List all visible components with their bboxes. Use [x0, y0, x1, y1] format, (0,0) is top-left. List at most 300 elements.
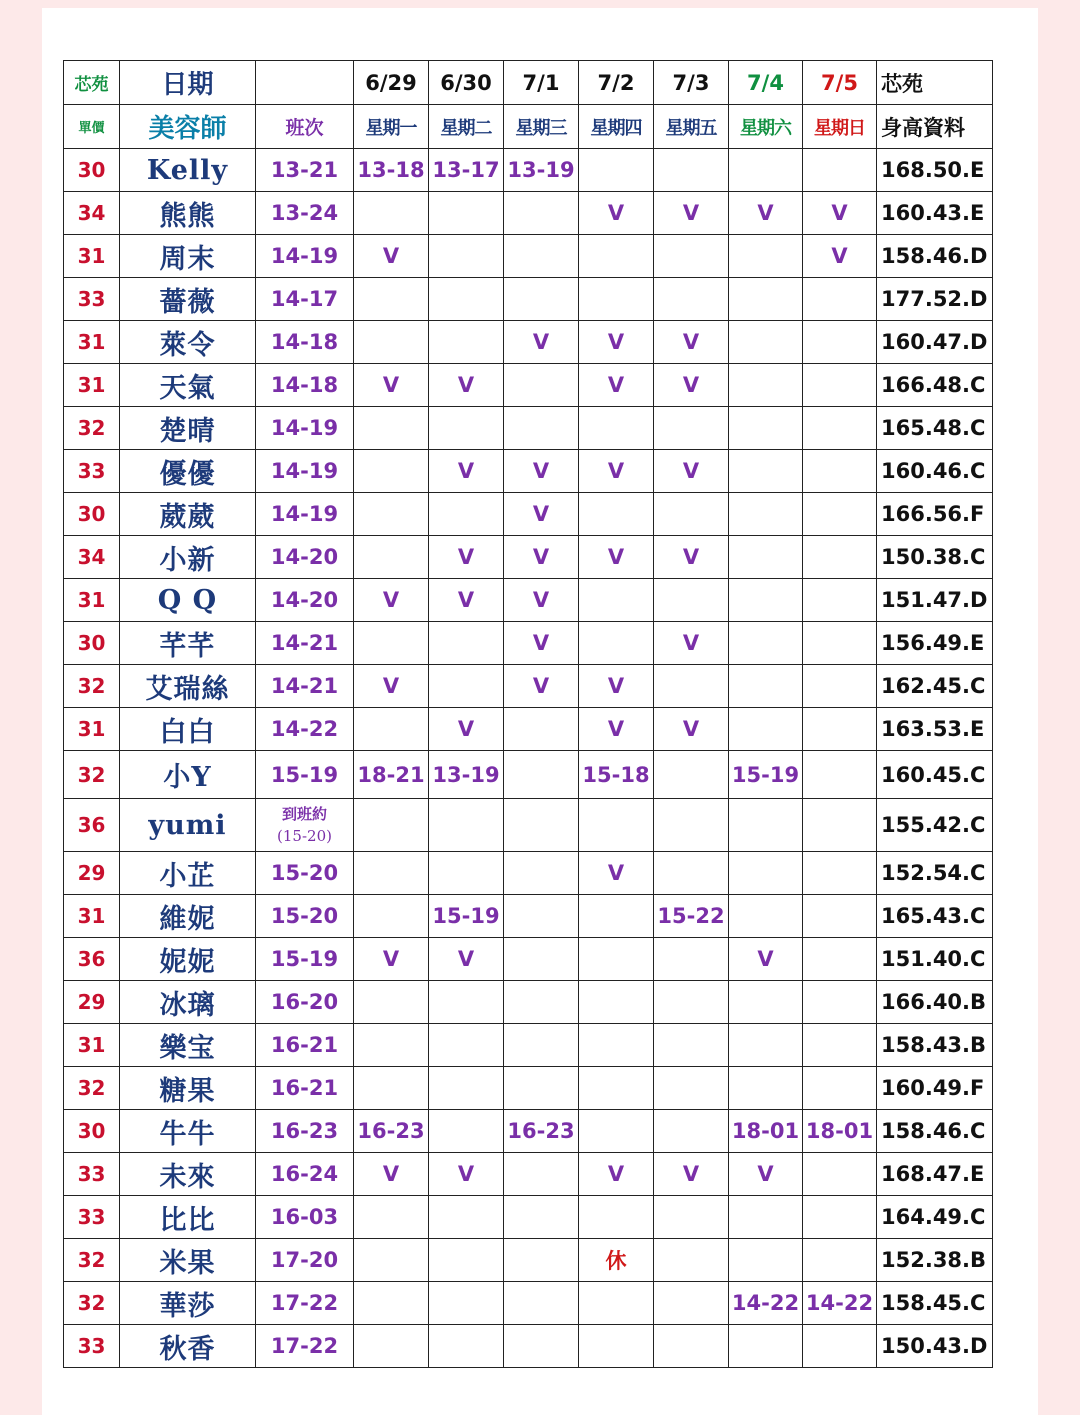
header-weekday-cell	[429, 105, 504, 149]
stylist-name: 優優	[120, 450, 256, 493]
day-cell	[429, 1196, 504, 1239]
day-cell	[803, 938, 877, 981]
day-cell	[579, 1325, 654, 1368]
height-label: 身高資料	[881, 114, 965, 140]
stylist-label: 美容師	[148, 114, 227, 144]
table-row	[64, 149, 993, 192]
table-row	[64, 1196, 993, 1239]
day-cell	[729, 1196, 803, 1239]
header-price-label	[64, 105, 120, 149]
day-cell	[729, 895, 803, 938]
day-cell	[429, 192, 504, 235]
date-text: 7/5	[821, 70, 858, 95]
height-cell: 158.46.D	[877, 235, 993, 278]
day-cell: V	[354, 364, 429, 407]
stylist-name: 小新	[120, 536, 256, 579]
table-row	[64, 665, 993, 708]
header-date-cell	[729, 61, 803, 105]
day-cell	[354, 192, 429, 235]
header-weekday-cell	[654, 105, 729, 149]
table-row	[64, 493, 993, 536]
day-cell: V	[729, 1153, 803, 1196]
stylist-name: 周末	[120, 235, 256, 278]
height-cell: 168.50.E	[877, 149, 993, 192]
stylist-name: 葳葳	[120, 493, 256, 536]
day-cell	[729, 149, 803, 192]
day-cell	[504, 708, 579, 751]
schedule-sheet	[42, 8, 1038, 1415]
header-weekday-cell	[354, 105, 429, 149]
header-stylist-label	[120, 105, 256, 149]
height-cell: 160.49.F	[877, 1067, 993, 1110]
table-row	[64, 1325, 993, 1368]
day-cell: 13-19	[429, 751, 504, 799]
day-cell	[803, 450, 877, 493]
day-cell: V	[654, 622, 729, 665]
weekday-text: 星期日	[814, 117, 865, 139]
day-cell	[803, 1067, 877, 1110]
day-cell	[504, 981, 579, 1024]
day-cell	[354, 493, 429, 536]
price-cell: 31	[64, 364, 120, 407]
shift-cell: 16-24	[256, 1153, 354, 1196]
day-cell	[803, 278, 877, 321]
day-cell	[729, 981, 803, 1024]
table-row	[64, 536, 993, 579]
table-row	[64, 364, 993, 407]
schedule-table	[63, 60, 993, 1368]
day-cell: V	[654, 1153, 729, 1196]
day-cell: V	[354, 665, 429, 708]
price-cell: 33	[64, 450, 120, 493]
stylist-name: 比比	[120, 1196, 256, 1239]
shift-cell: 15-19	[256, 938, 354, 981]
day-cell	[729, 665, 803, 708]
table-row	[64, 895, 993, 938]
price-cell: 30	[64, 493, 120, 536]
shift-cell: 14-18	[256, 321, 354, 364]
shop-label: 芯苑	[74, 75, 109, 95]
price-cell: 31	[64, 235, 120, 278]
day-cell	[354, 1067, 429, 1110]
stylist-name: 天氣	[120, 364, 256, 407]
day-cell	[429, 665, 504, 708]
day-cell	[729, 235, 803, 278]
price-cell: 30	[64, 1110, 120, 1153]
day-cell	[729, 622, 803, 665]
day-cell: V	[504, 665, 579, 708]
height-cell: 164.49.C	[877, 1196, 993, 1239]
day-cell	[504, 1153, 579, 1196]
day-cell	[654, 235, 729, 278]
shift-cell: 17-20	[256, 1239, 354, 1282]
day-cell: V	[429, 364, 504, 407]
day-cell: V	[579, 708, 654, 751]
day-cell	[429, 1024, 504, 1067]
weekday-text: 星期二	[440, 117, 492, 139]
height-cell: 151.47.D	[877, 579, 993, 622]
day-cell: V	[429, 579, 504, 622]
day-cell	[579, 1282, 654, 1325]
day-cell	[654, 751, 729, 799]
height-cell: 177.52.D	[877, 278, 993, 321]
day-cell	[354, 536, 429, 579]
stylist-name: 芊芊	[120, 622, 256, 665]
shift-cell: 15-20	[256, 895, 354, 938]
day-cell	[354, 1024, 429, 1067]
day-cell: 18-21	[354, 751, 429, 799]
shift-cell: 15-20	[256, 852, 354, 895]
day-cell: V	[654, 364, 729, 407]
day-cell	[504, 895, 579, 938]
day-cell: V	[354, 235, 429, 278]
day-cell	[729, 1325, 803, 1368]
weekday-text: 星期三	[515, 117, 567, 139]
day-cell: 15-18	[579, 751, 654, 799]
header-height-label	[877, 105, 993, 149]
shift-cell	[256, 799, 354, 852]
day-cell	[654, 149, 729, 192]
day-cell: V	[429, 938, 504, 981]
day-cell: 休	[579, 1239, 654, 1282]
day-cell	[729, 708, 803, 751]
shift-cell: 14-19	[256, 407, 354, 450]
stylist-name: 秋香	[120, 1325, 256, 1368]
day-cell	[579, 1196, 654, 1239]
day-cell	[654, 1067, 729, 1110]
shift-cell: 13-21	[256, 149, 354, 192]
day-cell	[729, 1024, 803, 1067]
day-cell	[729, 493, 803, 536]
day-cell	[354, 799, 429, 852]
weekday-text: 星期一	[365, 117, 417, 139]
day-cell: V	[504, 493, 579, 536]
height-cell: 150.43.D	[877, 1325, 993, 1368]
day-cell	[579, 799, 654, 852]
day-cell: V	[654, 708, 729, 751]
day-cell: V	[429, 536, 504, 579]
stylist-name: 糖果	[120, 1067, 256, 1110]
day-cell	[579, 938, 654, 981]
date-text: 6/30	[440, 70, 492, 95]
height-cell: 168.47.E	[877, 1153, 993, 1196]
shift-note-range: (15-20)	[277, 827, 332, 845]
day-cell: V	[504, 536, 579, 579]
shift-cell: 14-19	[256, 493, 354, 536]
price-cell: 32	[64, 751, 120, 799]
stylist-name: 冰璃	[120, 981, 256, 1024]
price-cell: 32	[64, 1282, 120, 1325]
stylist-name: 樂宝	[120, 1024, 256, 1067]
stylist-name: 小芷	[120, 852, 256, 895]
table-row	[64, 235, 993, 278]
day-cell	[354, 852, 429, 895]
day-cell	[654, 1239, 729, 1282]
date-text: 7/2	[597, 70, 635, 95]
day-cell	[803, 1239, 877, 1282]
height-cell: 156.49.E	[877, 622, 993, 665]
header-shift-label	[256, 105, 354, 149]
day-cell	[504, 1196, 579, 1239]
height-cell: 166.56.F	[877, 493, 993, 536]
table-row	[64, 1153, 993, 1196]
price-cell: 33	[64, 278, 120, 321]
shift-cell: 16-21	[256, 1024, 354, 1067]
day-cell	[654, 1282, 729, 1325]
table-row	[64, 751, 993, 799]
day-cell	[803, 1024, 877, 1067]
price-cell: 33	[64, 1325, 120, 1368]
height-cell: 166.48.C	[877, 364, 993, 407]
day-cell	[579, 1067, 654, 1110]
price-label: 單價	[78, 121, 105, 136]
price-cell: 32	[64, 1239, 120, 1282]
day-cell	[803, 536, 877, 579]
header-date-label	[120, 61, 256, 105]
day-cell: V	[429, 450, 504, 493]
date-text: 7/4	[747, 70, 784, 95]
header-weekday-cell	[579, 105, 654, 149]
day-cell	[429, 493, 504, 536]
day-cell	[803, 493, 877, 536]
price-cell: 32	[64, 1067, 120, 1110]
day-cell	[354, 708, 429, 751]
day-cell	[429, 1067, 504, 1110]
day-cell	[729, 1239, 803, 1282]
stylist-name: 妮妮	[120, 938, 256, 981]
day-cell: V	[729, 938, 803, 981]
day-cell	[354, 407, 429, 450]
height-cell: 155.42.C	[877, 799, 993, 852]
day-cell	[504, 1239, 579, 1282]
day-cell	[504, 407, 579, 450]
header-weekday-cell	[729, 105, 803, 149]
day-cell	[429, 622, 504, 665]
table-row	[64, 852, 993, 895]
stylist-name: 熊熊	[120, 192, 256, 235]
table-row	[64, 579, 993, 622]
day-cell	[803, 895, 877, 938]
stylist-name: 萊令	[120, 321, 256, 364]
price-cell: 32	[64, 665, 120, 708]
height-cell: 158.43.B	[877, 1024, 993, 1067]
table-row	[64, 799, 993, 852]
day-cell: 18-01	[803, 1110, 877, 1153]
shift-cell: 13-24	[256, 192, 354, 235]
day-cell: V	[803, 235, 877, 278]
day-cell	[354, 321, 429, 364]
day-cell	[504, 192, 579, 235]
price-cell: 32	[64, 407, 120, 450]
header-date-cell	[354, 61, 429, 105]
price-cell: 33	[64, 1153, 120, 1196]
day-cell: 16-23	[504, 1110, 579, 1153]
day-cell	[654, 799, 729, 852]
table-row	[64, 321, 993, 364]
table-row	[64, 407, 993, 450]
day-cell: V	[354, 938, 429, 981]
day-cell: 18-01	[729, 1110, 803, 1153]
day-cell	[579, 149, 654, 192]
stylist-name: 白白	[120, 708, 256, 751]
stylist-name: 小Y	[120, 751, 256, 799]
day-cell	[729, 364, 803, 407]
day-cell: V	[354, 579, 429, 622]
header-empty	[256, 61, 354, 105]
height-cell: 166.40.B	[877, 981, 993, 1024]
stylist-name: 未來	[120, 1153, 256, 1196]
day-cell	[803, 751, 877, 799]
day-cell	[579, 895, 654, 938]
price-cell: 31	[64, 708, 120, 751]
day-cell: V	[579, 321, 654, 364]
day-cell: 14-22	[729, 1282, 803, 1325]
table-row	[64, 1067, 993, 1110]
table-row	[64, 192, 993, 235]
day-cell	[729, 321, 803, 364]
day-cell	[354, 622, 429, 665]
day-cell: V	[504, 579, 579, 622]
day-cell	[504, 751, 579, 799]
height-cell: 152.38.B	[877, 1239, 993, 1282]
day-cell: V	[504, 321, 579, 364]
shift-cell: 16-03	[256, 1196, 354, 1239]
stylist-name: 維妮	[120, 895, 256, 938]
date-text: 7/1	[522, 70, 560, 95]
day-cell	[729, 450, 803, 493]
shift-cell: 15-19	[256, 751, 354, 799]
day-cell	[579, 493, 654, 536]
day-cell	[579, 981, 654, 1024]
day-cell	[803, 1153, 877, 1196]
stylist-name: 楚晴	[120, 407, 256, 450]
day-cell	[429, 278, 504, 321]
day-cell	[803, 622, 877, 665]
shift-cell: 14-20	[256, 579, 354, 622]
day-cell	[729, 407, 803, 450]
day-cell	[429, 321, 504, 364]
day-cell	[504, 1325, 579, 1368]
day-cell	[803, 708, 877, 751]
header-date-cell	[803, 61, 877, 105]
day-cell	[429, 1239, 504, 1282]
day-cell	[504, 1024, 579, 1067]
day-cell	[354, 1282, 429, 1325]
day-cell	[429, 1325, 504, 1368]
day-cell	[354, 1325, 429, 1368]
header-row-dates	[64, 61, 993, 105]
table-row	[64, 1110, 993, 1153]
day-cell	[354, 1196, 429, 1239]
day-cell	[579, 278, 654, 321]
day-cell: 13-18	[354, 149, 429, 192]
day-cell	[803, 665, 877, 708]
day-cell: 15-19	[729, 751, 803, 799]
day-cell	[803, 1196, 877, 1239]
shop-label-right: 芯苑	[881, 70, 923, 96]
shift-label: 班次	[285, 117, 324, 139]
day-cell: V	[654, 192, 729, 235]
weekday-text: 星期六	[740, 117, 791, 139]
height-cell: 160.45.C	[877, 751, 993, 799]
day-cell: V	[429, 708, 504, 751]
height-cell: 165.48.C	[877, 407, 993, 450]
height-cell: 158.46.C	[877, 1110, 993, 1153]
shift-cell: 16-20	[256, 981, 354, 1024]
day-cell	[654, 1110, 729, 1153]
date-text: 6/29	[365, 70, 417, 95]
day-cell	[579, 1024, 654, 1067]
shift-cell: 14-18	[256, 364, 354, 407]
day-cell: 15-22	[654, 895, 729, 938]
header-shop-label	[64, 61, 120, 105]
day-cell	[504, 235, 579, 278]
day-cell: V	[504, 622, 579, 665]
height-cell: 151.40.C	[877, 938, 993, 981]
day-cell: 16-23	[354, 1110, 429, 1153]
height-cell: 163.53.E	[877, 708, 993, 751]
day-cell	[803, 852, 877, 895]
price-cell: 31	[64, 579, 120, 622]
day-cell	[579, 235, 654, 278]
day-cell	[579, 407, 654, 450]
price-cell: 36	[64, 938, 120, 981]
day-cell: V	[579, 192, 654, 235]
shift-cell: 14-21	[256, 622, 354, 665]
day-cell	[803, 799, 877, 852]
day-cell	[654, 1196, 729, 1239]
table-row	[64, 278, 993, 321]
shift-cell: 14-17	[256, 278, 354, 321]
day-cell	[803, 981, 877, 1024]
day-cell: V	[579, 1153, 654, 1196]
day-cell	[429, 407, 504, 450]
stylist-name: yumi	[120, 799, 256, 852]
day-cell	[729, 579, 803, 622]
day-cell	[729, 799, 803, 852]
shift-cell: 14-20	[256, 536, 354, 579]
day-cell: 13-19	[504, 149, 579, 192]
table-row	[64, 1024, 993, 1067]
day-cell: V	[654, 536, 729, 579]
shift-cell: 14-19	[256, 235, 354, 278]
table-row	[64, 981, 993, 1024]
day-cell	[654, 1325, 729, 1368]
day-cell	[429, 799, 504, 852]
header-row-weekdays	[64, 105, 993, 149]
stylist-name: 華莎	[120, 1282, 256, 1325]
price-cell: 31	[64, 321, 120, 364]
day-cell	[354, 1239, 429, 1282]
day-cell	[504, 1067, 579, 1110]
day-cell	[654, 938, 729, 981]
day-cell	[504, 852, 579, 895]
day-cell	[429, 981, 504, 1024]
day-cell: 14-22	[803, 1282, 877, 1325]
day-cell	[654, 278, 729, 321]
day-cell	[654, 579, 729, 622]
stylist-name: Kelly	[120, 149, 256, 192]
day-cell	[654, 665, 729, 708]
header-weekday-cell	[803, 105, 877, 149]
weekday-text: 星期四	[590, 117, 642, 139]
shift-cell: 14-22	[256, 708, 354, 751]
day-cell	[729, 278, 803, 321]
day-cell	[579, 579, 654, 622]
shift-cell: 14-21	[256, 665, 354, 708]
header-weekday-cell	[504, 105, 579, 149]
price-cell: 34	[64, 536, 120, 579]
